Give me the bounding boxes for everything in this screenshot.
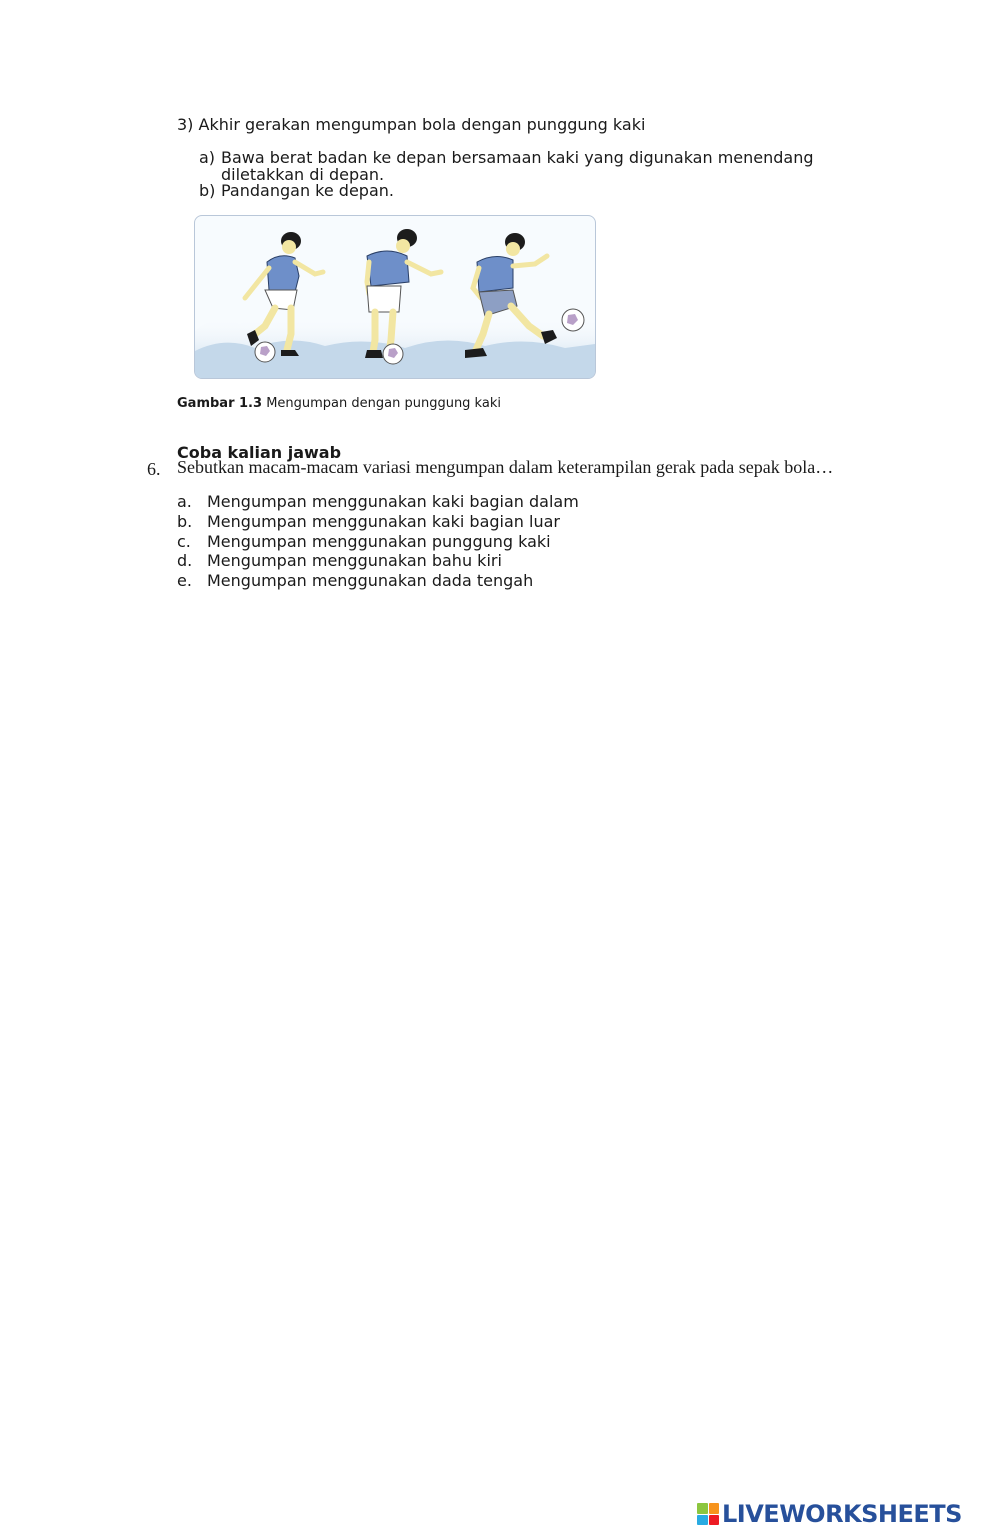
option-marker: b. bbox=[177, 512, 193, 531]
illustration-svg bbox=[195, 216, 595, 378]
figure-caption-text: Mengumpan dengan punggung kaki bbox=[266, 396, 501, 411]
option-a[interactable] bbox=[177, 492, 579, 511]
logo-cell bbox=[709, 1515, 720, 1526]
option-text: Mengumpan menggunakan kaki bagian dalam bbox=[207, 492, 579, 511]
liveworksheets-brand[interactable] bbox=[697, 1498, 962, 1530]
step-title: Akhir gerakan mengumpan bola dengan punggung kaki bbox=[198, 115, 646, 134]
option-marker: a. bbox=[177, 492, 192, 511]
option-c[interactable] bbox=[177, 532, 551, 551]
option-text: Mengumpan menggunakan punggung kaki bbox=[207, 532, 551, 551]
option-text: Mengumpan menggunakan kaki bagian luar bbox=[207, 512, 560, 531]
question-text: Sebutkan macam-macam variasi mengumpan dalam keterampilan gerak pada sepak bola… bbox=[177, 457, 834, 477]
figure-caption-label: Gambar 1.3 bbox=[177, 396, 263, 411]
sub-step-marker: a) bbox=[199, 148, 216, 167]
liveworksheets-logo-icon bbox=[697, 1503, 719, 1525]
option-marker: e. bbox=[177, 571, 192, 590]
option-text: Mengumpan menggunakan dada tengah bbox=[207, 571, 534, 590]
option-b[interactable] bbox=[177, 512, 560, 531]
figure-caption bbox=[177, 396, 501, 411]
practice-heading: Coba kalian jawab bbox=[177, 443, 342, 462]
option-marker: d. bbox=[177, 551, 193, 570]
option-marker: c. bbox=[177, 532, 191, 551]
sub-step-a bbox=[199, 149, 821, 183]
sub-step-b bbox=[199, 182, 821, 199]
sub-step-marker: b) bbox=[199, 181, 216, 200]
sub-step-text: Pandangan ke depan. bbox=[221, 181, 394, 200]
sub-step-text: Bawa berat badan ke depan bersamaan kaki yang digunakan menendang diletakkan di depan. bbox=[221, 148, 814, 184]
option-text: Mengumpan menggunakan bahu kiri bbox=[207, 551, 502, 570]
step-heading bbox=[177, 115, 645, 134]
option-d[interactable] bbox=[177, 551, 502, 570]
logo-cell bbox=[709, 1503, 720, 1514]
question-number: 6. bbox=[147, 459, 161, 479]
logo-cell bbox=[697, 1503, 708, 1514]
step-number: 3) bbox=[177, 115, 194, 134]
option-e[interactable] bbox=[177, 571, 533, 590]
logo-cell bbox=[697, 1515, 708, 1526]
football-passing-illustration bbox=[194, 215, 596, 379]
brand-text: LIVEWORKSHEETS bbox=[722, 1500, 962, 1528]
